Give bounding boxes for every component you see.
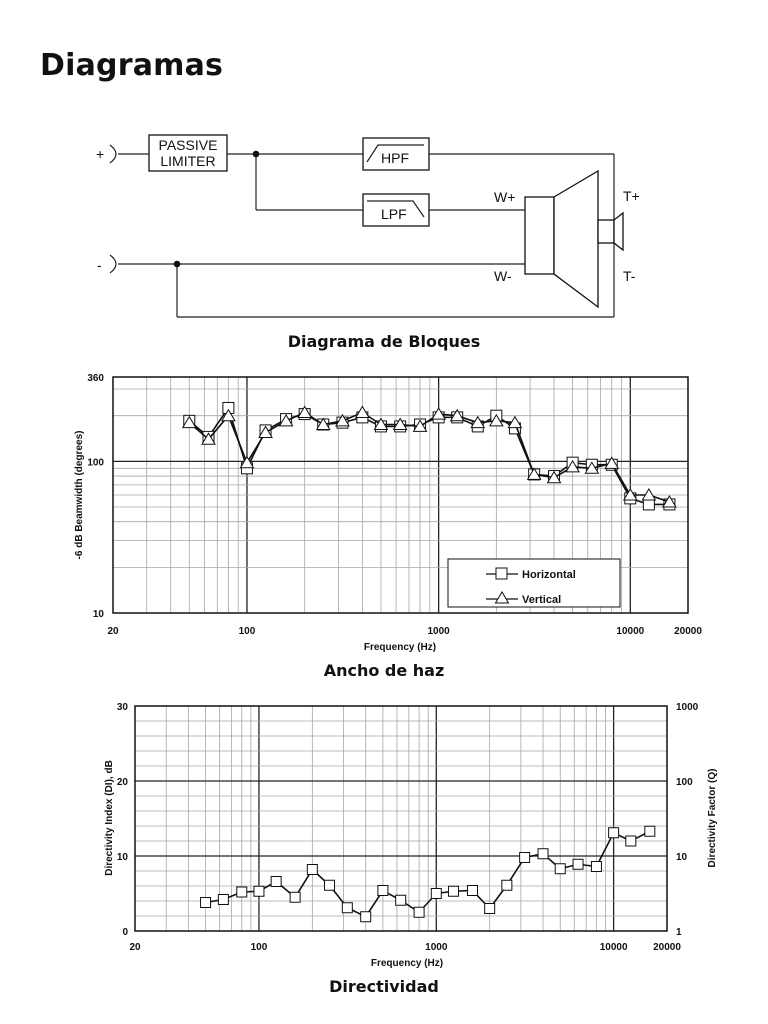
x-tick-label: 100 bbox=[250, 942, 268, 953]
y-tick-label: 0 bbox=[122, 927, 128, 938]
directivity-chart bbox=[0, 700, 768, 970]
legend-vertical-label: Vertical bbox=[522, 594, 562, 606]
legend-horizontal-square-icon bbox=[496, 568, 507, 579]
caption-block-diagram: Diagrama de Bloques bbox=[287, 332, 481, 351]
q-tick-label: 1 bbox=[676, 927, 682, 938]
woofer-minus-label: W- bbox=[494, 268, 512, 284]
data-point-directivity bbox=[626, 836, 636, 846]
beamwidth-x-axis-title: Frequency (Hz) bbox=[363, 642, 437, 653]
data-point-directivity bbox=[378, 886, 388, 896]
data-point-directivity bbox=[538, 849, 548, 859]
x-tick-label: 20 bbox=[107, 626, 119, 637]
limiter-label-line2: LIMITER bbox=[160, 153, 216, 169]
q-tick-label: 1000 bbox=[676, 702, 699, 713]
data-point-directivity bbox=[485, 904, 495, 914]
directivity-q-ticks bbox=[676, 702, 699, 938]
data-point-directivity bbox=[342, 903, 352, 913]
directivity-series-group bbox=[201, 826, 655, 922]
series-line-directivity-index bbox=[206, 831, 650, 917]
data-point-directivity bbox=[361, 912, 371, 922]
data-point-directivity bbox=[431, 889, 441, 899]
data-point-directivity bbox=[520, 853, 530, 863]
data-point-directivity bbox=[290, 892, 300, 902]
data-point-horizontal bbox=[643, 499, 654, 510]
woofer-cone-icon bbox=[554, 171, 598, 307]
series-line-horizontal bbox=[189, 408, 669, 504]
lpf-label: LPF bbox=[381, 206, 407, 222]
data-point-directivity bbox=[555, 864, 565, 874]
x-tick-label: 20 bbox=[129, 942, 141, 953]
caption-beamwidth: Ancho de haz bbox=[323, 661, 445, 680]
q-tick-label: 10 bbox=[676, 852, 688, 863]
beamwidth-series-group bbox=[183, 402, 676, 509]
q-tick-label: 100 bbox=[676, 777, 693, 788]
x-tick-label: 10000 bbox=[616, 626, 645, 637]
page-title: Diagramas bbox=[40, 48, 224, 83]
beamwidth-y-ticks bbox=[87, 373, 104, 620]
junction-dot-bottom bbox=[174, 261, 181, 268]
beamwidth-y-axis-title: -6 dB Beamwidth (degrees) bbox=[74, 430, 85, 560]
limiter-label-line1: PASSIVE bbox=[158, 137, 218, 153]
y-tick-label: 20 bbox=[116, 777, 128, 788]
tweeter-body-box bbox=[598, 220, 614, 243]
data-point-directivity bbox=[325, 880, 335, 890]
legend-horizontal-label: Horizontal bbox=[522, 569, 576, 581]
terminal-plus-icon bbox=[110, 145, 116, 163]
data-point-directivity bbox=[414, 907, 424, 917]
tweeter-plus-label: T+ bbox=[623, 188, 640, 204]
y-tick-label: 360 bbox=[87, 373, 104, 384]
data-point-directivity bbox=[467, 886, 477, 896]
beamwidth-x-ticks bbox=[107, 626, 702, 637]
data-point-directivity bbox=[307, 865, 317, 875]
directivity-y-axis-title: Directivity Index (DI), dB bbox=[104, 760, 115, 876]
beamwidth-chart bbox=[0, 365, 768, 660]
directivity-y-ticks bbox=[117, 702, 129, 938]
data-point-directivity bbox=[254, 886, 264, 896]
woofer-magnet-box bbox=[525, 197, 554, 274]
tweeter-minus-label: T- bbox=[623, 268, 636, 284]
woofer-plus-label: W+ bbox=[494, 189, 516, 205]
x-tick-label: 1000 bbox=[425, 942, 448, 953]
data-point-directivity bbox=[591, 862, 601, 872]
data-point-directivity bbox=[448, 886, 458, 896]
x-tick-label: 10000 bbox=[599, 942, 628, 953]
directivity-x-axis-title: Frequency (Hz) bbox=[370, 958, 444, 969]
data-point-directivity bbox=[237, 887, 247, 897]
block-diagram bbox=[0, 125, 768, 325]
terminal-minus-label: - bbox=[97, 257, 102, 273]
y-tick-label: 30 bbox=[116, 702, 128, 713]
data-point-directivity bbox=[645, 826, 655, 836]
hpf-label: HPF bbox=[381, 150, 409, 166]
caption-directivity: Directividad bbox=[329, 977, 439, 996]
data-point-directivity bbox=[396, 895, 406, 905]
data-point-directivity bbox=[201, 898, 211, 908]
x-tick-label: 20000 bbox=[653, 942, 681, 953]
data-point-directivity bbox=[218, 895, 228, 905]
y-tick-label: 100 bbox=[87, 457, 104, 469]
y-tick-label: 10 bbox=[116, 852, 128, 863]
x-tick-label: 1000 bbox=[427, 626, 450, 637]
terminal-plus-label: + bbox=[96, 146, 105, 162]
x-tick-label: 20000 bbox=[674, 626, 702, 637]
directivity-x-ticks bbox=[129, 942, 681, 953]
data-point-directivity bbox=[502, 880, 512, 890]
y-tick-label: 10 bbox=[92, 609, 104, 620]
x-tick-label: 100 bbox=[238, 626, 256, 637]
data-point-directivity bbox=[573, 859, 583, 869]
data-point-directivity bbox=[609, 828, 619, 838]
junction-dot-top bbox=[253, 151, 260, 158]
data-point-directivity bbox=[271, 877, 281, 887]
terminal-minus-icon bbox=[110, 255, 116, 273]
tweeter-horn-icon bbox=[614, 213, 623, 250]
directivity-y2-axis-title: Directivity Factor (Q) bbox=[707, 768, 718, 868]
